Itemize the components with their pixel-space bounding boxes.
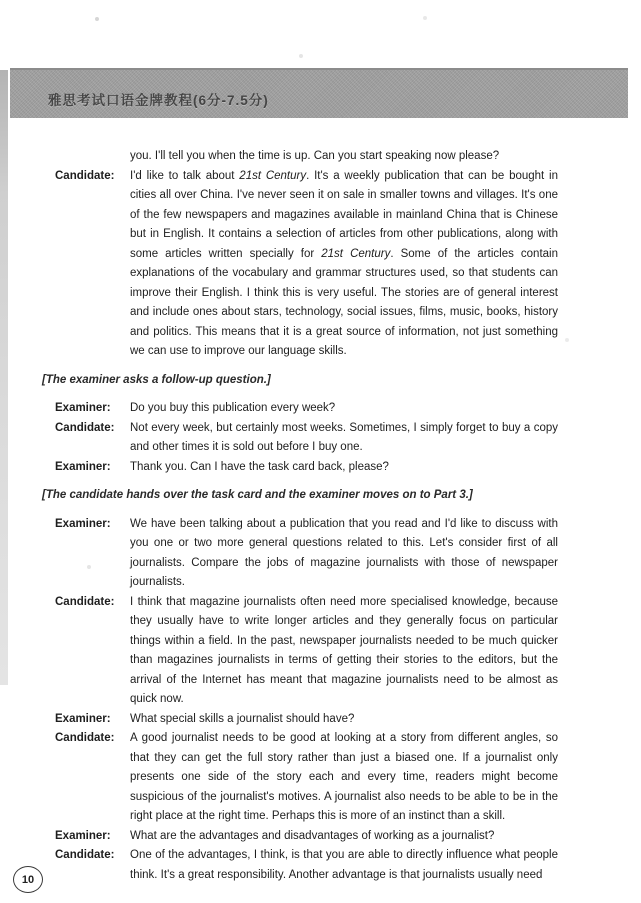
dialogue-turn xyxy=(42,593,558,710)
chapter-header-band xyxy=(10,68,628,118)
speaker-label: Candidate: xyxy=(55,595,115,608)
dialogue-turn xyxy=(42,515,558,593)
dialogue-turn xyxy=(42,458,558,478)
page-number-badge xyxy=(13,866,43,893)
scan-specks xyxy=(0,0,2,2)
turn-text: What special skills a journalist should have? xyxy=(130,712,355,725)
speaker-label xyxy=(42,147,130,167)
dialogue-turn xyxy=(42,827,558,847)
chapter-title: 雅思考试口语金牌教程(6分-7.5分) xyxy=(48,93,269,108)
turn-text: A good journalist needs to be good at looking at a story from different angles, so that they can get the full story rather than just a biased one. If a journalist only presents one side of the story each and every time, readers might become suspicious of the journalist's motives. A journalist also needs to be able to be in the right place at the right time. Perhaps this is more of an instinct than a skill. xyxy=(130,732,558,822)
dialogue-turn xyxy=(42,729,558,827)
speaker-label: Candidate: xyxy=(55,169,115,182)
turn-text: We have been talking about a publication that you read and I'd like to discuss with you one or two more general questions related to this. Let's consider first of all journalists. Compare the jobs of magazine journalists with those of newspaper journalists. xyxy=(130,517,558,588)
dialogue-turn xyxy=(42,399,558,419)
speaker-label: Candidate: xyxy=(55,849,115,861)
turn-text: Do you buy this publication every week? xyxy=(130,402,336,414)
turn-text: I'd like to talk about 21st Century. It's a weekly publication that can be bought in cities all over China. I've never seen it on sale in smaller towns and villages. It's one of the few newspapers and magazines available in mainland China that is Chinese but in English. It contains a selection of articles from other publications, along with some articles written specially for 21st Century. Some of the articles contain explanations of the vocabulary and grammar structures used, so that students can improve their English. I think this is very useful. The stories are of general interest and include ones about stars, technology, social issues, films, music, books, history and politics. This means that it is a great source of information, not just something we can use to improve our language skills. xyxy=(130,169,558,357)
speaker-label: Examiner: xyxy=(55,460,111,473)
turn-text: I think that magazine journalists often need more specialised knowledge, because they usually have to write longer articles and they generally focus on particular things within a field. In the past, newspaper journalists needed to be much quicker than magazines journalists in terms of getting their stories to the editors, but the arrival of the Internet has meant that magazine journalists need to be almost as quick now. xyxy=(130,595,558,705)
scan-binding-edge xyxy=(0,70,8,685)
dialogue-turn xyxy=(42,710,558,730)
dialogue-turn xyxy=(42,846,558,885)
dialogue-turn xyxy=(42,147,558,167)
speaker-label: Examiner: xyxy=(55,712,111,725)
dialogue-turn xyxy=(42,167,558,362)
speaker-label: Candidate: xyxy=(55,421,115,434)
turn-text: Not every week, but certainly most weeks. Sometimes, I simply forget to buy a copy and other times it is sold out before I buy one. xyxy=(130,421,558,453)
turn-text: What are the advantages and disadvantages of working as a journalist? xyxy=(130,829,495,842)
stage-direction: [The candidate hands over the task card and the examiner moves on to Part 3.] xyxy=(42,489,473,501)
stage-direction: [The examiner asks a follow-up question.] xyxy=(42,373,271,386)
speaker-label: Examiner: xyxy=(55,402,111,414)
turn-text: One of the advantages, I think, is that you are able to directly influence what people think. It's a great responsibility. Another advantage is that journalists usually need xyxy=(130,849,558,881)
speaker-label: Examiner: xyxy=(55,517,111,530)
turn-text: Thank you. Can I have the task card back, please? xyxy=(130,460,389,473)
speaker-label: Examiner: xyxy=(55,829,111,842)
dialogue xyxy=(42,147,558,885)
page-number: 10 xyxy=(21,873,35,886)
dialogue-turn xyxy=(42,419,558,458)
speaker-label: Candidate: xyxy=(55,732,115,744)
turn-text: you. I'll tell you when the time is up. Can you start speaking now please? xyxy=(130,150,500,162)
